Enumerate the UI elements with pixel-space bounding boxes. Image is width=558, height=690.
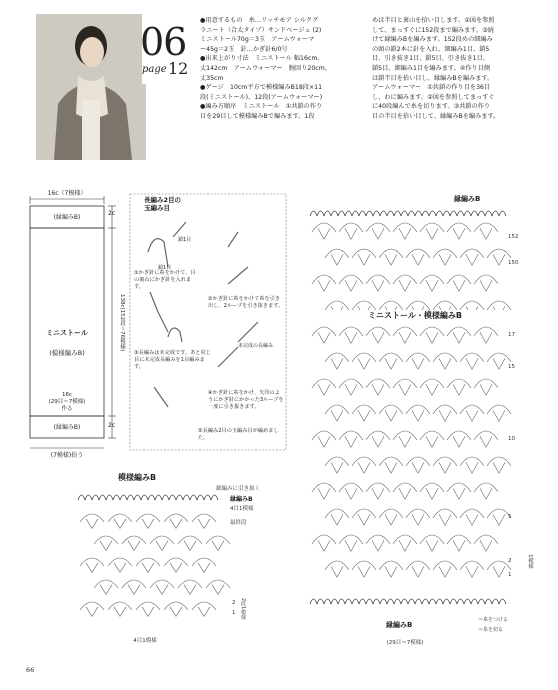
edge-scallop bbox=[436, 211, 443, 216]
edge-scallop bbox=[359, 599, 366, 604]
edge-scallop bbox=[324, 211, 331, 216]
stitch-motif bbox=[325, 353, 349, 369]
schematic-length bbox=[114, 294, 126, 351]
stitch-motif bbox=[474, 535, 498, 551]
edge-scallop bbox=[492, 211, 499, 216]
schematic-top-width: 16c（7模様） bbox=[47, 190, 87, 197]
stitch-motif bbox=[136, 558, 160, 572]
edge-scallop bbox=[148, 495, 155, 500]
stitch-motif bbox=[150, 536, 174, 550]
instruction-step-4: ④かぎ針に糸をかけ、矢印のようにかぎ針にかかった3ループを一度に引き抜きます。 bbox=[208, 390, 284, 410]
intro-line: めは半目と裏山を拾い目します。②図を参照 bbox=[372, 17, 495, 24]
stitch-motif bbox=[192, 558, 216, 572]
stitch-motif bbox=[312, 483, 336, 499]
intro-line: ●出来上がり寸法 ミニストール 幅16cm、 bbox=[200, 55, 324, 63]
stitch-motif bbox=[379, 405, 403, 421]
edge-scallop bbox=[134, 495, 141, 500]
stitch-motif bbox=[420, 535, 444, 551]
stitch-motif bbox=[393, 431, 417, 447]
edge-scallop bbox=[366, 599, 373, 604]
small-repeat: 4目1模様 bbox=[133, 638, 157, 644]
stitch-motif bbox=[206, 536, 230, 550]
stitch-motif bbox=[433, 405, 457, 421]
edge-scallop bbox=[359, 211, 366, 216]
stitch-motif bbox=[406, 249, 430, 265]
edge-scallop bbox=[176, 495, 183, 500]
intro-right-column bbox=[372, 16, 542, 122]
edge-scallop bbox=[478, 599, 485, 604]
edge-scallop bbox=[211, 495, 218, 500]
stitch-motif bbox=[94, 536, 118, 550]
schematic-pattern: (模様編みB) bbox=[49, 349, 85, 357]
small-edge-note-2: 4目1模様 bbox=[230, 506, 254, 512]
issue-number: 06 bbox=[140, 20, 187, 64]
stitch-motif bbox=[447, 327, 471, 343]
instruction-tag-b: 鎖1目 bbox=[158, 265, 172, 271]
edge-scallop bbox=[485, 599, 492, 604]
stitch-motif bbox=[80, 602, 104, 616]
edge-scallop bbox=[464, 599, 471, 604]
edge-scallop bbox=[169, 495, 176, 500]
intro-line: 目を29目して模様編みBで編みます。1段 bbox=[200, 112, 315, 120]
edge-scallop bbox=[380, 599, 387, 604]
instruction-step-5: ⑤長編み2目の玉編み目が編めました。 bbox=[198, 428, 279, 441]
row-label: 5 bbox=[508, 514, 512, 520]
stitch-motif bbox=[420, 223, 444, 239]
edge-scallop bbox=[155, 495, 162, 500]
stitch-motif bbox=[150, 580, 174, 594]
stitch-motif bbox=[136, 514, 160, 528]
edge-scallop bbox=[380, 211, 387, 216]
edge-scallop bbox=[331, 599, 338, 604]
intro-line: に40段編んで糸を切ります。③共鎖の作り bbox=[372, 103, 491, 111]
instruction-tag-a: 鎖1目 bbox=[178, 237, 192, 243]
edge-scallop bbox=[408, 599, 415, 604]
main-chart-side-note bbox=[526, 554, 534, 569]
row-label: 152 bbox=[508, 234, 519, 240]
stitch-motif bbox=[122, 536, 146, 550]
stitch-motif bbox=[460, 249, 484, 265]
stitch-motif bbox=[136, 602, 160, 616]
edge-scallop bbox=[106, 495, 113, 500]
edge-scallop bbox=[127, 495, 134, 500]
stitch-motif bbox=[366, 275, 390, 291]
edge-scallop bbox=[450, 599, 457, 604]
stitch-motif bbox=[312, 275, 336, 291]
stitch-motif bbox=[460, 509, 484, 525]
model-figure bbox=[36, 14, 146, 160]
edge-scallop bbox=[92, 495, 99, 500]
stitch-motif bbox=[312, 379, 336, 395]
stitch-motif bbox=[447, 275, 471, 291]
stitch-motif bbox=[379, 457, 403, 473]
intro-line: けて縁編みBを編みます。152段めの細編み bbox=[372, 36, 493, 44]
stitch-motif bbox=[122, 580, 146, 594]
stitch-motif bbox=[460, 561, 484, 577]
stitch-motif bbox=[433, 509, 457, 525]
schematic-inner bbox=[30, 392, 104, 413]
edge-scallop bbox=[485, 211, 492, 216]
schematic-title: ミニストール bbox=[46, 329, 88, 337]
edge-scallop bbox=[394, 599, 401, 604]
schematic-top-margin: 2c bbox=[108, 210, 116, 217]
edge-scallop bbox=[471, 599, 478, 604]
stitch-motif bbox=[352, 249, 376, 265]
small-row-note: 2段1模様 bbox=[240, 598, 246, 620]
edge-scallop bbox=[387, 599, 394, 604]
stitch-motif bbox=[352, 509, 376, 525]
intro-line: ●ゲージ 10cm平方で模様編みB18段×11 bbox=[200, 84, 323, 92]
stitch-motif bbox=[447, 379, 471, 395]
stitch-motif bbox=[366, 483, 390, 499]
instruction-step-1: ①かぎ針に糸をかけて、目の裏山にかぎ針を入れます。 bbox=[134, 270, 196, 290]
stitch-motif bbox=[460, 353, 484, 369]
main-chart-bottom-count: (29目＝7模様) bbox=[386, 640, 424, 646]
edge-scallop bbox=[345, 211, 352, 216]
stitch-motif bbox=[474, 483, 498, 499]
intro-line: ●編み方順序 ミニストール ①共鎖の作り bbox=[200, 103, 323, 111]
edge-scallop bbox=[422, 599, 429, 604]
stitch-motif bbox=[393, 483, 417, 499]
intro-line: ラニート（合太タイプ）サンドベージュ (2) bbox=[200, 26, 322, 34]
instruction-title: 長編み2目の 玉編み目 bbox=[144, 196, 182, 212]
schematic-length-rows: (152段＝76模様) bbox=[119, 307, 125, 352]
stitch-motif bbox=[447, 535, 471, 551]
small-edge-note-3: 最終段 bbox=[230, 520, 247, 526]
stitch-motif bbox=[164, 602, 188, 616]
edge-scallop bbox=[317, 211, 324, 216]
stitch-motif bbox=[164, 558, 188, 572]
stitch-motif bbox=[433, 353, 457, 369]
edge-scallop bbox=[183, 495, 190, 500]
edge-scallop bbox=[85, 495, 92, 500]
intro-line: 目の半目を拾い目して、縁編みBを編みます。 bbox=[372, 112, 500, 120]
intro-line: 丈35cm bbox=[200, 74, 224, 82]
edge-scallop bbox=[331, 211, 338, 216]
intro-line: 段(ミニストール)、12段(アームウォーマー) bbox=[200, 93, 323, 101]
stitch-motif bbox=[366, 327, 390, 343]
edge-scallop bbox=[478, 211, 485, 216]
edge-scallop bbox=[443, 599, 450, 604]
stitch-motif bbox=[339, 483, 363, 499]
intro-line: し、わに編みます。②図を参照してまっすぐ bbox=[372, 93, 495, 101]
stitch-motif bbox=[406, 561, 430, 577]
row-label: 1 bbox=[508, 572, 512, 578]
schematic-edge-bottom: (縁編みB) bbox=[53, 424, 81, 431]
stitch-motif bbox=[379, 249, 403, 265]
stitch-motif bbox=[339, 431, 363, 447]
stitch-motif bbox=[312, 535, 336, 551]
stitch-motif bbox=[460, 457, 484, 473]
stitch-motif bbox=[420, 379, 444, 395]
stitch-motif bbox=[352, 353, 376, 369]
stitch-motif bbox=[420, 431, 444, 447]
edge-scallop bbox=[429, 599, 436, 604]
stitch-motif bbox=[325, 405, 349, 421]
stitch-motif bbox=[379, 509, 403, 525]
side-note-a: 1模様 bbox=[527, 554, 533, 569]
schematic-bottom-width: (7模様)拾う bbox=[50, 452, 84, 459]
edge-scallop bbox=[499, 599, 506, 604]
row-label: 2 bbox=[508, 558, 512, 564]
stitch-motif bbox=[420, 275, 444, 291]
edge-scallop bbox=[457, 599, 464, 604]
edge-scallop bbox=[324, 599, 331, 604]
stitch-motif bbox=[433, 249, 457, 265]
schematic-inner-width: 16c bbox=[61, 392, 73, 398]
edge-scallop bbox=[443, 211, 450, 216]
small-row-label: 2 bbox=[232, 600, 236, 606]
edge-scallop bbox=[387, 211, 394, 216]
edge-scallop bbox=[345, 599, 352, 604]
schematic-edge-top: (縁編みB) bbox=[53, 214, 81, 221]
stitch-motif bbox=[352, 457, 376, 473]
intro-line: 目、引き抜き1目、鎖5目、引き抜き1目、 bbox=[372, 55, 489, 63]
stitch-motif bbox=[406, 405, 430, 421]
instruction-step-3: ③長編みは未完成です。あと同じ目に未完成長編みを1目編みます。 bbox=[134, 350, 211, 370]
edge-scallop bbox=[99, 495, 106, 500]
stitch-motif bbox=[325, 509, 349, 525]
stitch-motif bbox=[339, 223, 363, 239]
intro-line: ミニストール70g＝3玉 アームウォーマ bbox=[200, 36, 315, 44]
stitch-motif bbox=[312, 327, 336, 343]
edge-scallop bbox=[373, 211, 380, 216]
intro-line: ●用意するもの 糸…リッチモア シルクグ bbox=[200, 17, 319, 24]
edge-scallop bbox=[499, 211, 506, 216]
edge-scallop bbox=[190, 495, 197, 500]
main-chart bbox=[290, 192, 552, 650]
stitch-motif bbox=[325, 457, 349, 473]
edge-scallop bbox=[422, 211, 429, 216]
small-chart-title: 模様編みB bbox=[118, 473, 157, 482]
footer-page-number: 66 bbox=[26, 666, 35, 674]
stitch-motif bbox=[474, 275, 498, 291]
legend-cut: ＝糸を切る bbox=[478, 627, 504, 633]
instruction-step-2: ②かぎ針に糸をかけて糸を引き出し、2ループを引き抜きます。 bbox=[208, 296, 284, 309]
edge-scallop bbox=[464, 211, 471, 216]
edge-scallop bbox=[78, 495, 85, 500]
edge-scallop bbox=[450, 211, 457, 216]
stitch-motif bbox=[406, 509, 430, 525]
stitch-motif bbox=[192, 514, 216, 528]
stitch-motif bbox=[339, 275, 363, 291]
stitch-motif bbox=[393, 327, 417, 343]
schematic-inner-note: 作る bbox=[61, 406, 73, 412]
edge-scallop bbox=[415, 599, 422, 604]
edge-scallop bbox=[310, 599, 317, 604]
edge-scallop bbox=[113, 495, 120, 500]
stitch-motif bbox=[366, 431, 390, 447]
stitch-motif bbox=[366, 223, 390, 239]
edge-scallop bbox=[401, 599, 408, 604]
small-edge-label: 縁編みB bbox=[230, 496, 253, 503]
stitch-motif bbox=[164, 514, 188, 528]
stitch-motif bbox=[80, 558, 104, 572]
model-photo bbox=[36, 14, 146, 160]
stitch-motif bbox=[325, 249, 349, 265]
edge-scallop bbox=[373, 599, 380, 604]
edge-scallop bbox=[338, 211, 345, 216]
stitch-motif bbox=[192, 602, 216, 616]
intro-line: ー45g＝2玉 針…かぎ針6/0号 bbox=[200, 45, 288, 53]
edge-scallop bbox=[366, 211, 373, 216]
stitch-motif bbox=[206, 580, 230, 594]
edge-scallop bbox=[394, 211, 401, 216]
stitch-motif bbox=[352, 561, 376, 577]
intro-line: の頭の鎖2本に針を入れ、細編み1目、鎖5 bbox=[372, 45, 490, 53]
edge-scallop bbox=[162, 495, 169, 500]
stitch-motif bbox=[312, 431, 336, 447]
stitch-motif bbox=[474, 327, 498, 343]
stitch-motif bbox=[474, 223, 498, 239]
stitch-motif bbox=[393, 535, 417, 551]
edge-scallop bbox=[338, 599, 345, 604]
main-chart-title: ミニストール・模様編みB bbox=[320, 310, 510, 321]
stitch-motif bbox=[433, 457, 457, 473]
stitch-motif bbox=[352, 405, 376, 421]
edge-scallop bbox=[352, 211, 359, 216]
stitch-motif bbox=[393, 379, 417, 395]
stitch-motif bbox=[420, 483, 444, 499]
stitch-motif bbox=[366, 379, 390, 395]
edge-scallop bbox=[408, 211, 415, 216]
small-row-label: 1 bbox=[232, 610, 236, 616]
edge-scallop bbox=[471, 211, 478, 216]
issue-badge bbox=[138, 14, 198, 84]
stitch-motif bbox=[433, 561, 457, 577]
stitch-motif bbox=[474, 379, 498, 395]
stitch-motif bbox=[379, 561, 403, 577]
edge-scallop bbox=[429, 211, 436, 216]
stitch-motif bbox=[339, 327, 363, 343]
edge-scallop bbox=[120, 495, 127, 500]
stitch-motif bbox=[178, 580, 202, 594]
row-label: 17 bbox=[508, 332, 515, 338]
small-edge-note-1: 細編みに引き抜く bbox=[216, 486, 261, 492]
row-label: 150 bbox=[508, 260, 519, 266]
intro-line: 丈142cm アームウォーマー 腕回り20cm、 bbox=[200, 64, 331, 72]
edge-scallop bbox=[352, 599, 359, 604]
edge-scallop bbox=[457, 211, 464, 216]
page-number: 12 bbox=[168, 59, 189, 78]
edge-scallop bbox=[317, 599, 324, 604]
edge-scallop bbox=[204, 495, 211, 500]
stitch-motif bbox=[366, 535, 390, 551]
edge-scallop bbox=[492, 599, 499, 604]
edge-scallop bbox=[197, 495, 204, 500]
stitch-motif bbox=[406, 353, 430, 369]
intro-line: 鎖5目、細編み1目を編みます。④作り目側 bbox=[372, 64, 491, 72]
schematic-bottom-margin: 2c bbox=[108, 422, 116, 429]
stitch-motif bbox=[447, 223, 471, 239]
stitch-motif bbox=[325, 561, 349, 577]
instruction-panel bbox=[128, 192, 288, 452]
stitch-motif bbox=[487, 405, 511, 421]
page-word: page bbox=[142, 64, 167, 75]
intro-line: して、まっすぐに152段まで編みます。③続 bbox=[372, 26, 494, 34]
stitch-motif bbox=[447, 431, 471, 447]
edge-scallop bbox=[415, 211, 422, 216]
instruction-tag-c: 未完成の長編み bbox=[238, 343, 274, 349]
stitch-motif bbox=[487, 457, 511, 473]
stitch-motif bbox=[94, 580, 118, 594]
edge-scallop bbox=[401, 211, 408, 216]
stitch-motif bbox=[393, 223, 417, 239]
stitch-motif bbox=[108, 602, 132, 616]
stitch-motif bbox=[339, 535, 363, 551]
stitch-motif bbox=[312, 223, 336, 239]
row-label: 10 bbox=[508, 436, 515, 442]
intro-line: は鎖半目を拾い目し、縁編みBを編みます。 bbox=[372, 74, 494, 82]
intro-left-column bbox=[200, 16, 368, 122]
legend-attach: ＝糸をつける bbox=[478, 617, 509, 623]
stitch-motif bbox=[420, 327, 444, 343]
stitch-motif bbox=[393, 275, 417, 291]
schematic-inner-count: (29目＝7模様) bbox=[48, 399, 86, 405]
stitch-motif bbox=[80, 514, 104, 528]
small-chart bbox=[70, 470, 280, 650]
stitch-motif bbox=[474, 431, 498, 447]
stitch-motif bbox=[178, 536, 202, 550]
stitch-motif bbox=[447, 483, 471, 499]
stitch-motif bbox=[460, 405, 484, 421]
main-chart-edge-top: 縁編みB bbox=[454, 195, 481, 203]
stitch-motif bbox=[108, 514, 132, 528]
edge-scallop bbox=[436, 599, 443, 604]
stitch-motif bbox=[108, 558, 132, 572]
edge-scallop bbox=[310, 211, 317, 216]
stitch-motif bbox=[406, 457, 430, 473]
intro-line: アームウォーマー ①共鎖の作り目を36目 bbox=[372, 84, 491, 92]
stitch-motif bbox=[339, 379, 363, 395]
row-label: 15 bbox=[508, 364, 515, 370]
stole-schematic bbox=[8, 190, 128, 470]
main-chart-edge-bottom: 縁編みB bbox=[386, 621, 413, 629]
edge-scallop bbox=[141, 495, 148, 500]
stitch-motif bbox=[379, 353, 403, 369]
schematic-length-value: 138c bbox=[119, 294, 125, 308]
